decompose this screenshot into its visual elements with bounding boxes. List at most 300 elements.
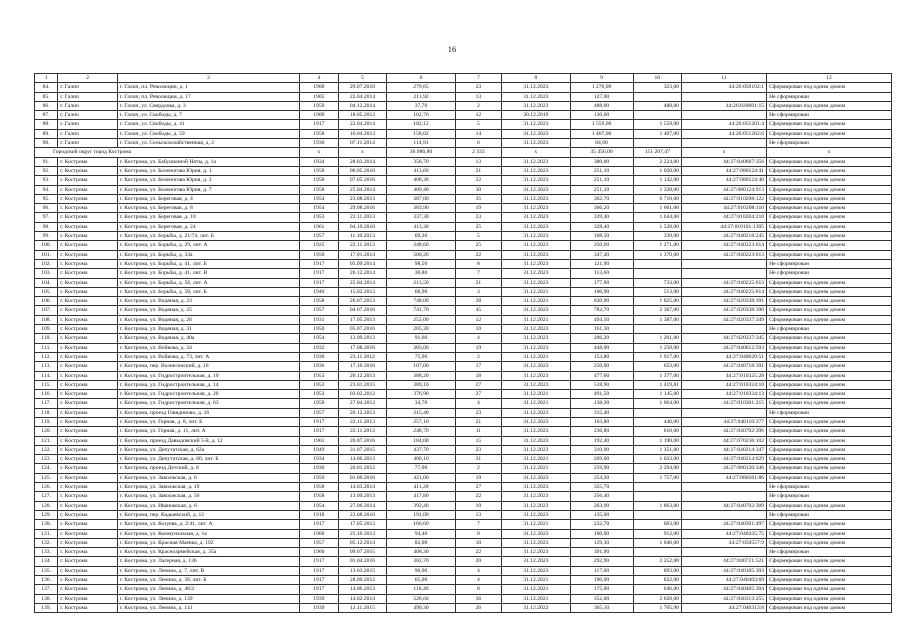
value2-cell: 1 661,00	[633, 204, 682, 213]
city-cell: г. Кострома	[58, 259, 118, 268]
area-cell: 356,70	[387, 157, 455, 166]
area-cell: 37,70	[387, 101, 455, 110]
status-cell: Сформирован под одним домом	[767, 436, 892, 445]
table-row	[35, 241, 892, 250]
count-cell: 3	[455, 287, 501, 296]
year-cell: 1949	[300, 445, 339, 454]
address-cell: г. Галич, ул. Свободы, д. 41	[117, 120, 299, 129]
value2-cell: 1 644,00	[633, 213, 682, 222]
date-cell: 20.01.2012	[338, 464, 387, 473]
row-number: 122.	[35, 445, 58, 454]
year-cell: 1960	[300, 529, 339, 538]
cadastral-number-cell: 44:27:040223:614	[682, 241, 767, 250]
address-cell: г. Кострома, ул. Горная, д. 11, лит. А	[117, 427, 299, 436]
value2-cell: 2 294,00	[633, 464, 682, 473]
deadline-cell: 31.12.2023	[502, 557, 570, 566]
row-number: 110.	[35, 334, 58, 343]
area-cell: 77,00	[387, 464, 455, 473]
year-cell: 1953	[300, 380, 339, 389]
date-cell: 23.01.2015	[338, 380, 387, 389]
deadline-cell: 31.12.2023	[502, 325, 570, 334]
year-cell: 1917	[300, 427, 339, 436]
address-cell: г. Кострома, пер. Кадыевский, д. 12	[117, 510, 299, 519]
district-total-cell: x	[338, 148, 387, 157]
area-cell: 158,02	[387, 129, 455, 138]
value-cell: 250,00	[570, 362, 633, 371]
area-cell: 383,00	[387, 343, 455, 352]
date-cell: 26.12.2014	[338, 269, 387, 278]
value-cell: 366,20	[570, 204, 633, 213]
address-cell: г. Кострома, ул. Ленина, д. 38, лит. Б	[117, 576, 299, 585]
city-cell: г. Кострома	[58, 473, 118, 482]
table-row	[35, 287, 892, 296]
area-cell: 409,40	[387, 185, 455, 194]
city-cell: г. Кострома	[58, 557, 118, 566]
table-row	[35, 297, 892, 306]
value2-cell	[633, 492, 682, 501]
deadline-cell: 31.12.2023	[502, 483, 570, 492]
year-cell: 1917	[300, 576, 339, 585]
row-number: 94.	[35, 185, 58, 194]
status-cell: Сформирован под одним домом	[767, 306, 892, 315]
count-cell: 20	[455, 557, 501, 566]
address-cell: г. Кострома, ул. Депутатская, д. 62а	[117, 445, 299, 454]
cadastral-number-cell: 44:27:080124:913	[682, 185, 767, 194]
value-cell: 250,60	[570, 241, 633, 250]
value-cell: 254,30	[570, 473, 633, 482]
cadastral-number-cell	[682, 548, 767, 557]
count-cell: 22	[455, 492, 501, 501]
date-cell: 23.08.2013	[338, 194, 387, 203]
area-cell: 376,90	[387, 390, 455, 399]
status-cell: Сформирован под одним домом	[767, 566, 892, 575]
city-cell: г. Кострома	[58, 417, 118, 426]
area-cell: 348,60	[387, 241, 455, 250]
area-cell: 68,90	[387, 287, 455, 296]
city-cell: г. Кострома	[58, 232, 118, 241]
column-number: 8	[502, 74, 570, 83]
table-row	[35, 464, 892, 473]
city-cell: г. Галич	[58, 139, 118, 148]
year-cell: 1957	[300, 232, 339, 241]
cadastral-number-cell	[682, 92, 767, 101]
value-cell: 130,00	[570, 111, 633, 120]
value-cell: 448,00	[570, 343, 633, 352]
value2-cell: 1 258,00	[633, 343, 682, 352]
city-cell: г. Кострома	[58, 585, 118, 594]
year-cell: 1917	[300, 259, 339, 268]
city-cell: г. Кострома	[58, 538, 118, 547]
status-cell: Сформирован под одним домом	[767, 576, 892, 585]
value-cell: 256,40	[570, 492, 633, 501]
count-cell: 8	[455, 585, 501, 594]
value-cell: 782,70	[570, 306, 633, 315]
deadline-cell: 31.12.2021	[502, 297, 570, 306]
value2-cell: 1 145,00	[633, 390, 682, 399]
status-cell: Сформирован под одним домом	[767, 185, 892, 194]
date-cell: 28.09.2012	[338, 576, 387, 585]
deadline-cell: 31.12.2023	[502, 548, 570, 557]
value-cell: 263,90	[570, 501, 633, 510]
table-row	[35, 445, 892, 454]
city-cell: г. Кострома	[58, 241, 118, 250]
deadline-cell: 31.12.2023	[502, 445, 570, 454]
status-cell: Не сформирован	[767, 483, 892, 492]
status-cell: Сформирован под одним домом	[767, 334, 892, 343]
count-cell: 27	[455, 390, 501, 399]
cadastral-number-cell: 44:27:010324:13	[682, 390, 767, 399]
value-cell: 177,90	[570, 278, 633, 287]
deadline-cell: 31.12.2021	[502, 315, 570, 324]
city-cell: г. Кострома	[58, 213, 118, 222]
city-cell: г. Кострома	[58, 334, 118, 343]
cadastral-number-cell: 44:27:080124:41	[682, 166, 767, 175]
row-number: 123.	[35, 455, 58, 464]
area-cell: 315,40	[387, 408, 455, 417]
table-row	[35, 343, 892, 352]
value-cell: 236,80	[570, 427, 633, 436]
value2-cell: 1 064,00	[633, 399, 682, 408]
status-cell: Сформирован под одним домом	[767, 473, 892, 482]
city-cell: г. Галич	[58, 120, 118, 129]
column-number: 6	[387, 74, 455, 83]
value-cell: 175,00	[570, 585, 633, 594]
row-number: 105.	[35, 287, 58, 296]
deadline-cell: 31.12.2023	[502, 204, 570, 213]
area-cell: 408,30	[387, 176, 455, 185]
status-cell: Сформирован под одним домом	[767, 427, 892, 436]
value2-cell: 912,00	[633, 529, 682, 538]
area-cell: 417,80	[387, 492, 455, 501]
address-cell: г. Кострома, ул. Заволжская, д. 50	[117, 492, 299, 501]
status-cell: Сформирован под одним домом	[767, 278, 892, 287]
count-cell: 4	[455, 399, 501, 408]
value2-cell: 1 046,00	[633, 538, 682, 547]
city-cell: г. Галич	[58, 129, 118, 138]
cadastral-number-cell: 44:27:080130:346	[682, 464, 767, 473]
page-number: 16	[447, 44, 457, 54]
city-cell: г. Кострома	[58, 362, 118, 371]
cadastral-number-cell	[682, 139, 767, 148]
deadline-cell: 31.12.2023	[502, 250, 570, 259]
count-cell: 25	[455, 241, 501, 250]
value2-cell	[633, 483, 682, 492]
value2-cell: 1 863,00	[633, 501, 682, 510]
count-cell: 21	[455, 166, 501, 175]
cadastral-number-cell	[682, 483, 767, 492]
table-row	[35, 594, 892, 603]
area-cell: 383,90	[387, 204, 455, 213]
value-cell: 494,50	[570, 315, 633, 324]
row-number: 98.	[35, 222, 58, 231]
address-cell: г. Кострома, ул. Борьбы, д. 41, лит. Б	[117, 259, 299, 268]
city-cell: г. Кострома	[58, 185, 118, 194]
area-cell: 389,10	[387, 380, 455, 389]
value-cell: 251,10	[570, 185, 633, 194]
table-row	[35, 278, 892, 287]
deadline-cell: 31.12.2021	[502, 464, 570, 473]
status-cell: Сформирован под одним домом	[767, 129, 892, 138]
table-row	[35, 222, 892, 231]
value-cell: 269,00	[570, 455, 633, 464]
cadastral-number-cell	[682, 259, 767, 268]
value2-cell	[633, 269, 682, 278]
year-cell: 1953	[300, 390, 339, 399]
count-cell: 8	[455, 259, 501, 268]
cadastral-number-cell: 44:27:040223:613	[682, 250, 767, 259]
address-cell: г. Кострома, ул. Борьбы, д. 41, лит. В	[117, 269, 299, 278]
value2-cell	[633, 408, 682, 417]
deadline-cell: 31.12.2023	[502, 213, 570, 222]
year-cell: 1958	[300, 185, 339, 194]
cadastral-number-cell: 44:27:040110:377	[682, 417, 767, 426]
count-cell: 12	[455, 111, 501, 120]
value2-cell: 1 559,00	[633, 120, 682, 129]
city-cell: г. Кострома	[58, 566, 118, 575]
date-cell: 17.01.2014	[338, 250, 387, 259]
city-cell: г. Кострома	[58, 548, 118, 557]
count-cell: 22	[455, 548, 501, 557]
count-cell: 13	[455, 510, 501, 519]
date-cell: 20.12.2013	[338, 408, 387, 417]
status-cell: Сформирован под одним домом	[767, 83, 892, 92]
cadastral-number-cell	[682, 325, 767, 334]
value2-cell: 2 252,00	[633, 557, 682, 566]
area-cell: 34,70	[387, 399, 455, 408]
city-cell: г. Кострома	[58, 594, 118, 603]
value2-cell	[633, 510, 682, 519]
table-row	[35, 194, 892, 203]
row-number: 129.	[35, 510, 58, 519]
status-cell: Сформирован под одним домом	[767, 362, 892, 371]
address-cell: г. Галич, ул. Свободы, д. 59	[117, 129, 299, 138]
count-cell: 19	[455, 343, 501, 352]
address-cell: г. Кострома, ул. Войкова, д. 34	[117, 343, 299, 352]
deadline-cell: 31.12.2023	[502, 83, 570, 92]
count-cell: 4	[455, 576, 501, 585]
address-cell: г. Галич, ул. Свободы, д. 7	[117, 111, 299, 120]
row-number: 115.	[35, 380, 58, 389]
table-row	[35, 334, 892, 343]
city-cell: г. Кострома	[58, 352, 118, 361]
row-number: 136.	[35, 576, 58, 585]
table-row	[35, 408, 892, 417]
address-cell: г. Кострома, ул. Береговая, д. 8	[117, 204, 299, 213]
area-cell: 98,50	[387, 259, 455, 268]
city-cell: г. Кострома	[58, 603, 118, 612]
district-total-cell: 35 456,00	[570, 148, 633, 157]
table-row	[35, 213, 892, 222]
cadastral-number-cell: 44:27:010325:28	[682, 371, 767, 380]
status-cell: Сформирован под одним домом	[767, 399, 892, 408]
area-cell: 257,10	[387, 417, 455, 426]
cadastral-number-cell: 44:26:020601:15	[682, 101, 767, 110]
city-cell: г. Кострома	[58, 343, 118, 352]
table-row	[35, 83, 892, 92]
city-cell: г. Кострома	[58, 483, 118, 492]
row-number: 124.	[35, 464, 58, 473]
column-number: 7	[455, 74, 501, 83]
row-number: 121.	[35, 436, 58, 445]
status-cell: Не сформирован	[767, 259, 892, 268]
cadastral-number-cell	[682, 510, 767, 519]
city-cell: г. Кострома	[58, 529, 118, 538]
year-cell: 1953	[300, 213, 339, 222]
city-cell: г. Кострома	[58, 464, 118, 473]
column-number: 1	[35, 74, 58, 83]
address-cell: г. Кострома, ул. Ленина, д. 46/2	[117, 585, 299, 594]
count-cell: 7	[455, 520, 501, 529]
count-cell: 18	[455, 371, 501, 380]
area-cell: 90,90	[387, 566, 455, 575]
year-cell: 1939	[300, 594, 339, 603]
table-row	[35, 371, 892, 380]
value2-cell: 1 370,00	[633, 250, 682, 259]
value-cell: 391,90	[570, 548, 633, 557]
date-cell: 05.07.2016	[338, 325, 387, 334]
date-cell: 22.04.2014	[338, 92, 387, 101]
date-cell: 25.04.2014	[338, 278, 387, 287]
date-cell: 17.05.2013	[338, 315, 387, 324]
address-cell: г. Кострома, ул. Беленогова Юрия, д. 3	[117, 176, 299, 185]
address-cell: г. Кострома, проезд Давыдовский 5-й, д. 12	[117, 436, 299, 445]
count-cell: 23	[455, 445, 501, 454]
area-cell: 205,30	[387, 325, 455, 334]
value2-cell: 822,00	[633, 576, 682, 585]
date-cell: 14.06.2013	[338, 455, 387, 464]
status-cell: Сформирован под одним домом	[767, 371, 892, 380]
deadline-cell: 31.12.2023	[502, 538, 570, 547]
year-cell: 1961	[300, 222, 339, 231]
table-row	[35, 520, 892, 529]
deadline-cell: 31.12.2023	[502, 194, 570, 203]
date-cell: 13.09.2013	[338, 334, 387, 343]
value-cell: 1 407,00	[570, 129, 633, 138]
area-cell: 421,00	[387, 473, 455, 482]
area-cell: 413,30	[387, 222, 455, 231]
value2-cell: 1 020,00	[633, 166, 682, 175]
district-total-cell: x	[502, 148, 570, 157]
address-cell: г. Кострома, ул. Борьбы, д. 58, лит. А	[117, 278, 299, 287]
district-total-cell: x	[300, 148, 339, 157]
row-number: 126.	[35, 483, 58, 492]
address-cell: г. Кострома, ул. Беленогова Юрия, д. 1	[117, 166, 299, 175]
address-cell: г. Кострома, ул. Горная, д. 8, лит. Б	[117, 417, 299, 426]
address-cell: г. Кострома, проезд Детский, д. 8	[117, 464, 299, 473]
row-number: 128.	[35, 501, 58, 510]
year-cell: 1953	[300, 371, 339, 380]
cadastral-number-cell: 44:27:040435:75	[682, 529, 767, 538]
cadastral-number-cell: 44:27:080124:40	[682, 176, 767, 185]
value-cell: 1 559,00	[570, 120, 633, 129]
value-cell: 206,20	[570, 334, 633, 343]
table-row	[35, 585, 892, 594]
city-cell: г. Кострома	[58, 204, 118, 213]
deadline-cell: 31.12.2023	[502, 566, 570, 575]
count-cell: 19	[455, 473, 501, 482]
row-number: 106.	[35, 297, 58, 306]
value2-cell: 1 419,81	[633, 380, 682, 389]
deadline-cell: 31.12.2023	[502, 473, 570, 482]
deadline-cell: 31.12.2023	[502, 185, 570, 194]
table-row	[35, 176, 892, 185]
table-row	[35, 120, 892, 129]
row-number: 116.	[35, 390, 58, 399]
table-row	[35, 185, 892, 194]
city-cell: г. Кострома	[58, 325, 118, 334]
count-cell: 13	[455, 92, 501, 101]
status-cell: Сформирован под одним домом	[767, 287, 892, 296]
table-row	[35, 417, 892, 426]
value2-cell: 1 917,00	[633, 352, 682, 361]
cadastral-number-cell: 44:27:040225:614	[682, 287, 767, 296]
row-number: 84.	[35, 83, 58, 92]
area-cell: 408,30	[387, 548, 455, 557]
column-number: 3	[117, 74, 299, 83]
date-cell: 04.07.2016	[338, 306, 387, 315]
year-cell: 1958	[300, 399, 339, 408]
row-number: 97.	[35, 213, 58, 222]
row-number: 135.	[35, 566, 58, 575]
value-cell: 259,90	[570, 464, 633, 473]
year-cell: 1958	[300, 129, 339, 138]
deadline-cell: 31.12.2023	[502, 139, 570, 148]
date-cell: 23.08.2016	[338, 510, 387, 519]
city-cell: г. Кострома	[58, 399, 118, 408]
table-row	[35, 325, 892, 334]
cadastral-number-cell: 44:26:051201:4	[682, 120, 767, 129]
address-cell: г. Кострома, ул. Бабушкиной Няты, д. 1а	[117, 157, 299, 166]
row-number: 100.	[35, 241, 58, 250]
table-row	[35, 557, 892, 566]
deadline-cell: 31.12.2023	[502, 510, 570, 519]
value-cell: 339,40	[570, 213, 633, 222]
address-cell: г. Кострома, ул. Красная Маевка, д. 192	[117, 538, 299, 547]
area-cell: 337,30	[387, 213, 455, 222]
value-cell: 129,30	[570, 538, 633, 547]
area-cell: 191,00	[387, 510, 455, 519]
cadastral-number-cell: 44:27:040718:391	[682, 362, 767, 371]
value-cell: 138,30	[570, 399, 633, 408]
status-cell: Сформирован под одним домом	[767, 529, 892, 538]
cadastral-number-cell: 44:27:040721:521	[682, 557, 767, 566]
area-cell: 213,50	[387, 278, 455, 287]
year-cell: 1954	[300, 194, 339, 203]
city-cell: г. Галич	[58, 92, 118, 101]
table-row	[35, 111, 892, 120]
row-number: 138.	[35, 594, 58, 603]
city-cell: г. Кострома	[58, 501, 118, 510]
value2-cell: 339,00	[633, 232, 682, 241]
area-cell: 388,20	[387, 371, 455, 380]
district-total-row	[35, 148, 892, 157]
row-number: 88.	[35, 120, 58, 129]
table-row	[35, 139, 892, 148]
value-cell: 190,00	[570, 576, 633, 585]
address-cell: г. Кострома, ул. Гидростроительная, д. 14	[117, 380, 299, 389]
area-cell: 82,00	[387, 538, 455, 547]
row-number: 92.	[35, 166, 58, 175]
status-cell: Сформирован под одним домом	[767, 213, 892, 222]
address-cell: г. Кострома, ул. Береговая, д. 10	[117, 213, 299, 222]
cadastral-number-cell: 44:27:040620:51	[682, 352, 767, 361]
cadastral-number-cell: 44:27:010101:1305	[682, 222, 767, 231]
count-cell: 25	[455, 222, 501, 231]
value2-cell: 488,00	[633, 101, 682, 110]
status-cell: Сформирован под одним домом	[767, 455, 892, 464]
value-cell: 127,00	[570, 92, 633, 101]
status-cell: Сформирован под одним домом	[767, 120, 892, 129]
